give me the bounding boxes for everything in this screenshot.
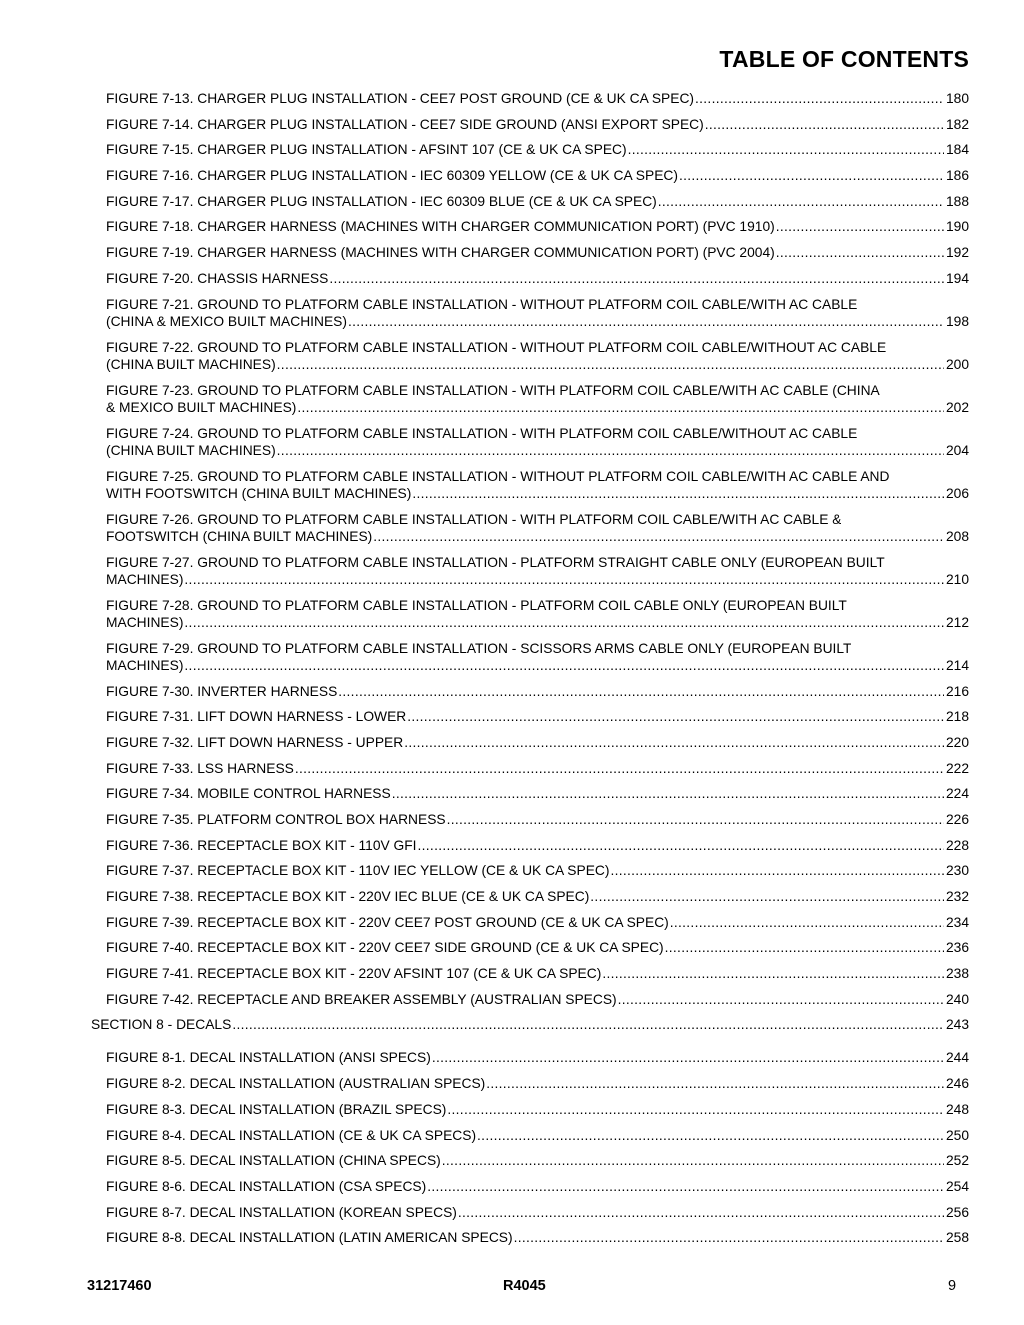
toc-entry-title: FIGURE 7-20. CHASSIS HARNESS [106, 270, 329, 286]
toc-entry-page: 202 [945, 399, 969, 415]
dot-leader [610, 862, 943, 879]
toc-entry-page: 258 [945, 1230, 969, 1246]
toc-entry[interactable] [106, 1127, 969, 1144]
dot-leader [232, 1016, 944, 1033]
toc-entry-title: SECTION 8 - DECALS [91, 1017, 232, 1033]
dot-leader [184, 571, 944, 588]
toc-entry-title: FIGURE 7-23. GROUND TO PLATFORM CABLE INSTALLATION - WITH PLATFORM COIL CABLE/WITH AC CABLE (CHINA [106, 382, 880, 398]
toc-entry-page: 252 [945, 1153, 969, 1169]
toc-entry-title: & MEXICO BUILT MACHINES) [106, 399, 297, 415]
toc-entry[interactable] [106, 116, 969, 133]
toc-line [106, 399, 969, 416]
dot-leader [590, 888, 944, 905]
toc-entry-page: 200 [945, 356, 969, 372]
toc-line [106, 888, 969, 905]
toc-entry[interactable] [106, 468, 969, 502]
toc-line [106, 862, 969, 879]
toc-entry-page: 220 [945, 734, 969, 750]
toc-entry-page: 254 [945, 1178, 969, 1194]
toc-entry-title: FIGURE 7-13. CHARGER PLUG INSTALLATION - CEE7 POST GROUND (CE & UK CA SPEC) [106, 91, 695, 106]
revision-code: R4045 [503, 1278, 546, 1294]
toc-entry-title: MACHINES) [106, 571, 184, 587]
toc-entry-page: 214 [945, 657, 969, 673]
toc-entry-title: FIGURE 7-41. RECEPTACLE BOX KIT - 220V AFSINT 107 (CE & UK CA SPEC) [106, 966, 602, 982]
toc-entry-page: 210 [945, 571, 969, 587]
toc-entry[interactable] [106, 511, 969, 545]
toc-entry-title: FIGURE 7-26. GROUND TO PLATFORM CABLE INSTALLATION - WITH PLATFORM COIL CABLE/WITH AC CABLE & [106, 511, 842, 527]
toc-line [106, 90, 969, 107]
toc-entry[interactable] [106, 244, 969, 261]
toc-entry[interactable] [106, 141, 969, 158]
toc-entry-page: 192 [945, 245, 969, 261]
toc-entry-title: FIGURE 7-36. RECEPTACLE BOX KIT - 110V GFI [106, 837, 417, 853]
toc-entry-page: 184 [945, 142, 969, 158]
toc-line [106, 468, 969, 485]
toc-line [106, 597, 969, 614]
dot-leader [442, 1152, 944, 1169]
dot-leader [447, 811, 944, 828]
dot-leader [297, 399, 944, 416]
toc-entry[interactable] [106, 270, 969, 287]
dot-leader [184, 614, 944, 631]
toc-entry[interactable] [106, 837, 969, 854]
toc-entry-title: FIGURE 7-25. GROUND TO PLATFORM CABLE INSTALLATION - WITHOUT PLATFORM COIL CABLE/WITH AC CABLE AND [106, 468, 890, 484]
toc-entry-title: FIGURE 7-16. CHARGER PLUG INSTALLATION - IEC 60309 YELLOW (CE & UK CA SPEC) [106, 168, 678, 184]
toc-entry[interactable] [106, 339, 969, 373]
toc-entry-title: FIGURE 7-22. GROUND TO PLATFORM CABLE INSTALLATION - WITHOUT PLATFORM COIL CABLE/WITHOUT AC CABLE [106, 339, 887, 355]
toc-line [106, 193, 969, 210]
toc-entry[interactable] [106, 965, 969, 982]
toc-entry-title: FIGURE 7-24. GROUND TO PLATFORM CABLE INSTALLATION - WITH PLATFORM COIL CABLE/WITHOUT AC CABLE [106, 425, 858, 441]
toc-entry-title: MACHINES) [106, 657, 184, 673]
toc-entry-title: FIGURE 8-4. DECAL INSTALLATION (CE & UK CA SPECS) [106, 1127, 477, 1143]
toc-line [106, 734, 969, 751]
toc-entry-page: 188 [945, 193, 969, 209]
toc-line [106, 785, 969, 802]
toc-line [106, 528, 969, 545]
toc-entry-title: FIGURE 8-7. DECAL INSTALLATION (KOREAN SPECS) [106, 1204, 457, 1220]
toc-entry[interactable] [106, 382, 969, 416]
toc-entry-title: FIGURE 7-31. LIFT DOWN HARNESS - LOWER [106, 709, 407, 725]
dot-leader [295, 760, 944, 777]
toc-line [106, 760, 969, 777]
toc-entry-title: FIGURE 7-27. GROUND TO PLATFORM CABLE INSTALLATION - PLATFORM STRAIGHT CABLE ONLY (EUROPEAN BUILT [106, 554, 885, 570]
toc-line [106, 270, 969, 287]
toc-entry-page: 180 [945, 91, 969, 106]
toc-line [106, 914, 969, 931]
toc-entry-title: FIGURE 7-19. CHARGER HARNESS (MACHINES WITH CHARGER COMMUNICATION PORT) (PVC 2004) [106, 245, 775, 261]
toc-section-entry[interactable] [91, 1016, 969, 1033]
dot-leader [184, 657, 944, 674]
toc-line [106, 571, 969, 588]
dot-leader [458, 1204, 944, 1221]
toc-entry-page: 256 [945, 1204, 969, 1220]
toc-entry-title: FIGURE 7-30. INVERTER HARNESS [106, 683, 338, 699]
toc-entry[interactable] [106, 167, 969, 184]
dot-leader [670, 914, 944, 931]
toc-line [106, 614, 969, 631]
dot-leader [705, 116, 944, 133]
toc-entry-page: 228 [945, 837, 969, 853]
toc-entry-title: (CHINA & MEXICO BUILT MACHINES) [106, 313, 347, 329]
dot-leader [407, 708, 944, 725]
toc-line [106, 218, 969, 235]
toc-line [106, 837, 969, 854]
dot-leader [404, 734, 944, 751]
toc-line [106, 356, 969, 373]
toc-entry[interactable] [106, 811, 969, 828]
toc-entry[interactable] [106, 1101, 969, 1118]
toc-entry[interactable] [106, 1204, 969, 1221]
toc-entry[interactable] [106, 734, 969, 751]
toc-entry-page: 230 [945, 863, 969, 879]
toc-line [106, 1127, 969, 1144]
toc-entry-title: FIGURE 7-40. RECEPTACLE BOX KIT - 220V CEE7 SIDE GROUND (CE & UK CA SPEC) [106, 940, 664, 956]
toc-entry-page: 244 [945, 1050, 969, 1066]
toc-entry[interactable] [106, 640, 969, 674]
dot-leader [412, 485, 944, 502]
toc-entry-page: 238 [945, 966, 969, 982]
toc-line [106, 313, 969, 330]
dot-leader [776, 244, 944, 261]
toc-entry[interactable] [106, 296, 969, 330]
toc-line [106, 1152, 969, 1169]
toc-entry-title: FIGURE 7-34. MOBILE CONTROL HARNESS [106, 786, 391, 802]
dot-leader [658, 193, 944, 210]
toc-line [106, 442, 969, 459]
toc-line [106, 657, 969, 674]
toc-line [106, 1049, 969, 1066]
dot-leader [679, 167, 944, 184]
dot-leader [776, 218, 944, 235]
toc-entry[interactable] [106, 1152, 969, 1169]
toc-line [106, 811, 969, 828]
toc-entry[interactable] [106, 218, 969, 235]
toc-entry-page: 250 [945, 1127, 969, 1143]
page-number: 9 [948, 1278, 957, 1294]
toc-line [106, 141, 969, 158]
toc-entry[interactable] [106, 914, 969, 931]
dot-leader [338, 683, 944, 700]
page-footer [0, 1278, 1024, 1296]
toc-entry[interactable] [106, 1075, 969, 1092]
dot-leader [427, 1178, 944, 1195]
dot-leader [348, 313, 944, 330]
toc-entry[interactable] [106, 862, 969, 879]
toc-entry-title: FIGURE 7-38. RECEPTACLE BOX KIT - 220V IEC BLUE (CE & UK CA SPEC) [106, 889, 590, 904]
dot-leader [486, 1075, 944, 1092]
toc-entry[interactable] [106, 760, 969, 777]
toc-line [106, 485, 969, 502]
toc-entry-title: (CHINA BUILT MACHINES) [106, 442, 276, 458]
toc-line [106, 1178, 969, 1195]
toc-entry-title: FIGURE 7-18. CHARGER HARNESS (MACHINES WITH CHARGER COMMUNICATION PORT) (PVC 1910) [106, 219, 775, 235]
dot-leader [329, 270, 944, 287]
toc-entry-title: FOOTSWITCH (CHINA BUILT MACHINES) [106, 528, 373, 544]
dot-leader [277, 356, 944, 373]
toc-line [106, 296, 969, 313]
toc-entry-title: FIGURE 8-2. DECAL INSTALLATION (AUSTRALIAN SPECS) [106, 1076, 486, 1092]
toc-entry-page: 232 [945, 889, 969, 904]
toc-entry-page: 194 [945, 270, 969, 286]
toc-entry-page: 216 [945, 683, 969, 699]
dot-leader [373, 528, 944, 545]
toc-entry-title: FIGURE 7-42. RECEPTACLE AND BREAKER ASSEMBLY (AUSTRALIAN SPECS) [106, 991, 617, 1007]
toc-entry-page: 236 [945, 940, 969, 956]
toc-entry-title: FIGURE 7-33. LSS HARNESS [106, 760, 294, 776]
toc-entry-page: 186 [945, 168, 969, 184]
toc-entry-title: FIGURE 7-28. GROUND TO PLATFORM CABLE INSTALLATION - PLATFORM COIL CABLE ONLY (EUROPEAN BUILT [106, 597, 847, 613]
toc-entry-page: 240 [945, 991, 969, 1007]
toc-entry-page: 243 [945, 1017, 969, 1033]
toc-entry[interactable] [106, 785, 969, 802]
toc-entry-title: FIGURE 7-35. PLATFORM CONTROL BOX HARNESS [106, 811, 446, 827]
toc-entry[interactable] [106, 597, 969, 631]
toc-line [106, 965, 969, 982]
toc-entry-page: 218 [945, 709, 969, 725]
toc-line [106, 425, 969, 442]
toc-entry-title: FIGURE 8-3. DECAL INSTALLATION (BRAZIL SPECS) [106, 1101, 447, 1117]
toc-entry-page: 204 [945, 442, 969, 458]
toc-entry-title: FIGURE 7-29. GROUND TO PLATFORM CABLE INSTALLATION - SCISSORS ARMS CABLE ONLY (EUROPEAN BUILT [106, 640, 852, 656]
page-title: TABLE OF CONTENTS [719, 46, 969, 72]
dot-leader [418, 837, 944, 854]
toc-entry-title: FIGURE 7-14. CHARGER PLUG INSTALLATION - CEE7 SIDE GROUND (ANSI EXPORT SPEC) [106, 116, 704, 132]
toc-entry-page: 208 [945, 528, 969, 544]
toc-entry-title: FIGURE 7-17. CHARGER PLUG INSTALLATION - IEC 60309 BLUE (CE & UK CA SPEC) [106, 193, 657, 209]
dot-leader [447, 1101, 944, 1118]
toc-entry-title: FIGURE 7-15. CHARGER PLUG INSTALLATION - AFSINT 107 (CE & UK CA SPEC) [106, 142, 627, 158]
toc-entry[interactable] [106, 888, 969, 905]
toc-line [91, 1016, 969, 1033]
toc-entry-title: FIGURE 8-8. DECAL INSTALLATION (LATIN AMERICAN SPECS) [106, 1230, 513, 1246]
toc-line [106, 339, 969, 356]
toc-entry[interactable] [106, 991, 969, 1008]
table-of-contents [0, 90, 1024, 1255]
dot-leader [628, 141, 944, 158]
toc-entry[interactable] [106, 1229, 969, 1246]
toc-entry-title: WITH FOOTSWITCH (CHINA BUILT MACHINES) [106, 485, 412, 501]
dot-leader [514, 1229, 944, 1246]
document-number: 31217460 [87, 1278, 152, 1294]
toc-entry-title: FIGURE 8-6. DECAL INSTALLATION (CSA SPECS) [106, 1178, 427, 1194]
dot-leader [695, 90, 944, 107]
toc-entry-page: 222 [945, 760, 969, 776]
toc-entry[interactable] [106, 939, 969, 956]
toc-entry-page: 212 [945, 614, 969, 630]
toc-entry-title: FIGURE 7-32. LIFT DOWN HARNESS - UPPER [106, 734, 404, 750]
toc-line [106, 554, 969, 571]
toc-line [106, 640, 969, 657]
toc-entry-page: 226 [945, 811, 969, 827]
dot-leader [665, 939, 944, 956]
toc-entry-title: (CHINA BUILT MACHINES) [106, 356, 276, 372]
toc-line [106, 244, 969, 261]
toc-entry-title: FIGURE 7-39. RECEPTACLE BOX KIT - 220V CEE7 POST GROUND (CE & UK CA SPEC) [106, 914, 669, 930]
toc-entry[interactable] [106, 554, 969, 588]
toc-line [106, 1075, 969, 1092]
dot-leader [392, 785, 944, 802]
dot-leader [277, 442, 944, 459]
toc-entry[interactable] [106, 90, 969, 107]
toc-line [106, 382, 969, 399]
toc-entry[interactable] [106, 683, 969, 700]
toc-line [106, 683, 969, 700]
toc-line [106, 1229, 969, 1246]
toc-entry[interactable] [106, 193, 969, 210]
toc-entry-page: 206 [945, 485, 969, 501]
toc-line [106, 1101, 969, 1118]
dot-leader [602, 965, 944, 982]
toc-entry-page: 198 [945, 313, 969, 329]
toc-entry-page: 234 [945, 914, 969, 930]
toc-line [106, 708, 969, 725]
toc-entry-page: 182 [945, 116, 969, 132]
toc-entry-title: FIGURE 8-1. DECAL INSTALLATION (ANSI SPECS) [106, 1050, 431, 1066]
toc-entry[interactable] [106, 708, 969, 725]
dot-leader [618, 991, 944, 1008]
toc-entry[interactable] [106, 1178, 969, 1195]
toc-entry-title: FIGURE 7-21. GROUND TO PLATFORM CABLE INSTALLATION - WITHOUT PLATFORM COIL CABLE/WITH AC CABLE [106, 296, 858, 312]
toc-entry-title: FIGURE 8-5. DECAL INSTALLATION (CHINA SPECS) [106, 1153, 441, 1169]
dot-leader [432, 1049, 944, 1066]
toc-line [106, 1204, 969, 1221]
toc-entry-page: 246 [945, 1076, 969, 1092]
toc-entry[interactable] [106, 1049, 969, 1066]
toc-line [106, 991, 969, 1008]
toc-line [106, 939, 969, 956]
toc-entry[interactable] [106, 425, 969, 459]
toc-line [106, 167, 969, 184]
toc-line [106, 511, 969, 528]
toc-line [106, 116, 969, 133]
toc-entry-title: FIGURE 7-37. RECEPTACLE BOX KIT - 110V IEC YELLOW (CE & UK CA SPEC) [106, 863, 610, 879]
toc-entry-page: 224 [945, 786, 969, 802]
toc-entry-title: MACHINES) [106, 614, 184, 630]
toc-entry-page: 190 [945, 219, 969, 235]
dot-leader [477, 1127, 944, 1144]
toc-entry-page: 248 [945, 1101, 969, 1117]
